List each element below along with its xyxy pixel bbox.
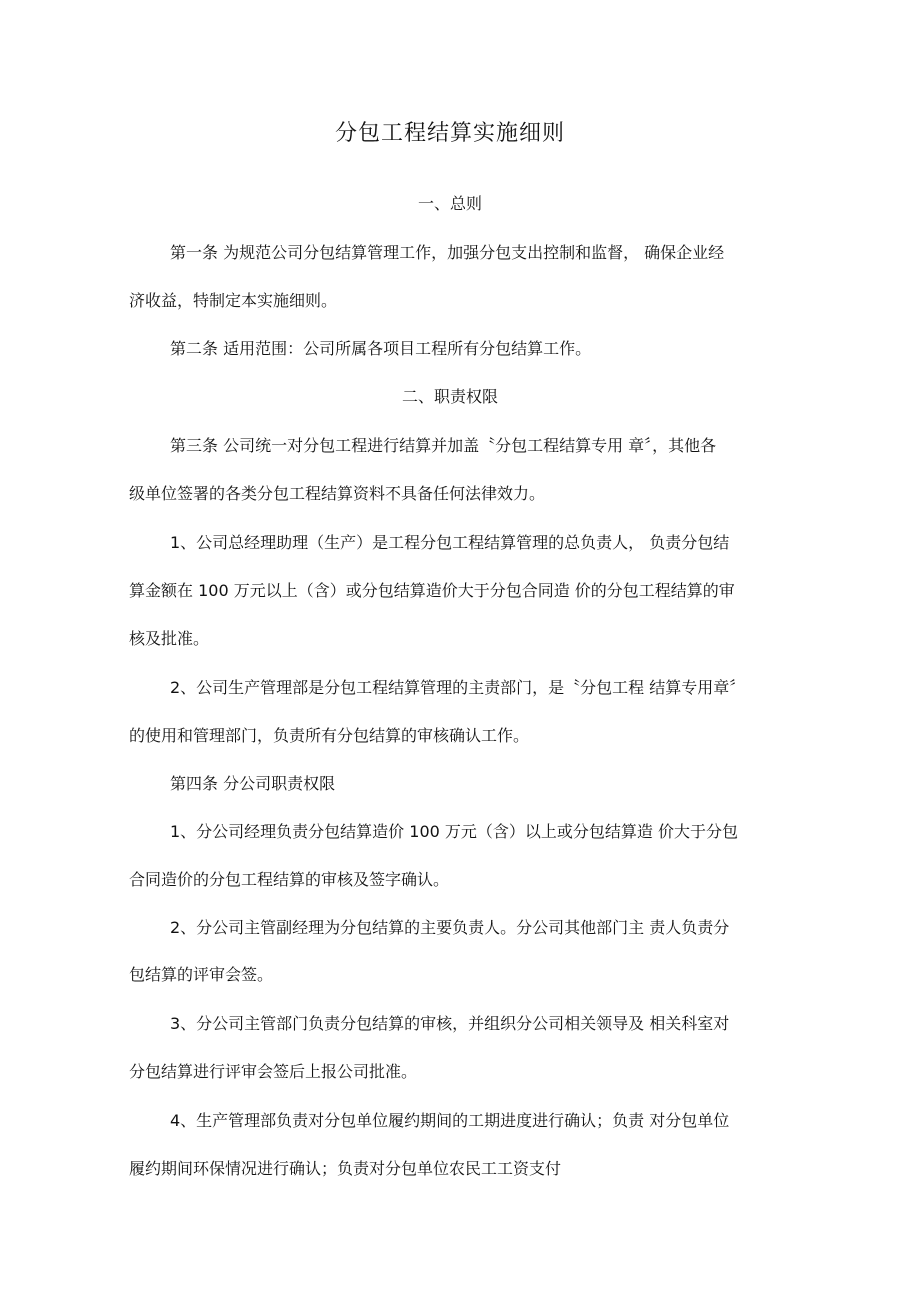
article-2-line-1: 第二条 适用范围：公司所属各项目工程所有分包结算工作。 (170, 339, 592, 358)
item-3-2-line-1: 2、公司生产管理部是分包工程结算管理的主责部门，是〝分包工程 结算专用章〞 (170, 678, 746, 697)
item-3-1-line-2: 算金额在 100 万元以上（含）或分包结算造价大于分包合同造 价的分包工程结算的审 (129, 581, 735, 600)
item-4-2-line-1: 2、分公司主管副经理为分包结算的主要负责人。分公司其他部门主 责人负责分 (170, 918, 730, 937)
article-1-line-1: 第一条 为规范公司分包结算管理工作，加强分包支出控制和监督， 确保企业经 (170, 243, 725, 262)
article-3-line-1: 第三条 公司统一对分包工程进行结算并加盖〝分包工程结算专用 章〞，其他各 (170, 436, 717, 455)
item-4-3-line-1: 3、分公司主管部门负责分包结算的审核，并组织分公司相关领导及 相关科室对 (170, 1014, 730, 1033)
document-title: 分包工程结算实施细则 (334, 121, 565, 146)
section-heading-responsibilities: 二、职责权限 (401, 387, 498, 406)
article-3-line-2: 级单位签署的各类分包工程结算资料不具备任何法律效力。 (129, 484, 546, 503)
item-4-4-line-1: 4、生产管理部负责对分包单位履约期间的工期进度进行确认；负责 对分包单位 (170, 1111, 730, 1130)
section-heading-general: 一、总则 (417, 194, 482, 213)
article-1-line-2: 济收益，特制定本实施细则。 (129, 291, 338, 310)
item-4-4-line-2: 履约期间环保情况进行确认；负责对分包单位农民工工资支付 (129, 1159, 562, 1178)
item-4-3-line-2: 分包结算进行评审会签后上报公司批准。 (129, 1062, 418, 1081)
article-4-line-1: 第四条 分公司职责权限 (170, 774, 336, 793)
item-3-1-line-1: 1、公司总经理助理（生产）是工程分包工程结算管理的总负责人， 负责分包结 (170, 533, 730, 552)
item-3-1-line-3: 核及批准。 (129, 629, 210, 648)
item-4-1-line-1: 1、分公司经理负责分包结算造价 100 万元（含）以上或分包结算造 价大于分包 (170, 822, 738, 841)
item-4-2-line-2: 包结算的评审会签。 (129, 965, 274, 984)
item-4-1-line-2: 合同造价的分包工程结算的审核及签字确认。 (129, 870, 450, 889)
item-3-2-line-2: 的使用和管理部门，负责所有分包结算的审核确认工作。 (129, 726, 530, 745)
